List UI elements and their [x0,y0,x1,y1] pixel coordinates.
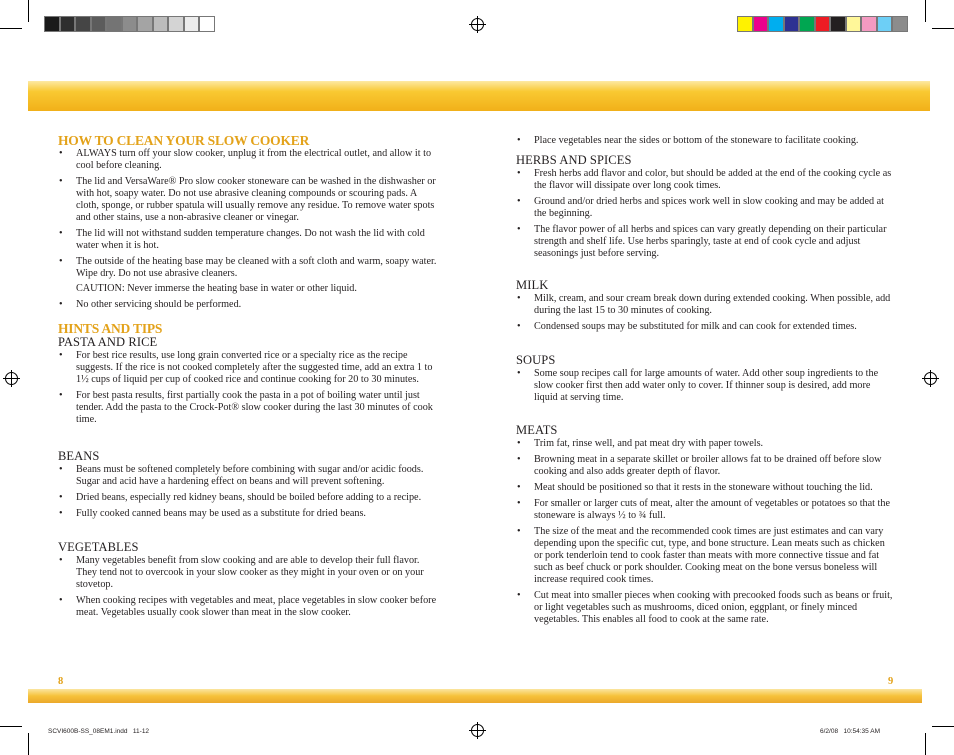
page-number-left: 8 [58,676,64,687]
color-swatch [815,16,831,32]
list-item: • When cooking recipes with vegetables and meat, place vegetables in slow cooker before meat. Vegetables usually cook slower than meat in the slow cooker. [58,595,440,619]
color-swatch [153,16,169,32]
subsection-title-vegetables: VEGETABLES [58,540,139,554]
color-swatch [784,16,800,32]
crop-mark [28,0,29,22]
herbs-list [516,168,894,260]
color-swatch [168,16,184,32]
list-item: • For smaller or larger cuts of meat, alter the amount of vegetables or potatoes so that the stoneware is always ½ to ¾ full. [516,498,894,522]
section-title-hints: HINTS AND TIPS [58,321,163,336]
crop-mark [28,733,29,755]
subsection-title-milk: MILK [516,278,549,292]
crop-mark [925,0,926,22]
beans-list [58,464,440,520]
grayscale-bar [44,16,215,32]
caution-note: CAUTION: Never immerse the heating base in water or other liquid. [76,283,357,294]
subsection-title-meats: MEATS [516,423,558,437]
color-swatch [199,16,215,32]
crop-mark [0,28,22,29]
subsection-title-soups: SOUPS [516,353,556,367]
list-item: • The lid and VersaWare® Pro slow cooker stoneware can be washed in the dishwasher or with hot, soapy water. Do not use abrasive cleaning compounds or scouring pads. A cloth, sponge, or rubber spatula will usually remove any residue. To remove water spots and other stains, use a non-abrasive cleaner or vinegar. [58,176,440,224]
section-title-clean: HOW TO CLEAN YOUR SLOW COOKER [58,133,310,148]
color-swatch [137,16,153,32]
subsection-title-pasta: PASTA AND RICE [58,335,158,349]
list-item: • Trim fat, rinse well, and pat meat dry with paper towels. [516,438,894,450]
crop-mark [925,733,926,755]
file-slug: SCVI600B-SS_08EM1.indd 11-12 [48,728,150,735]
left-page [58,135,440,623]
color-swatch [44,16,60,32]
color-swatch [184,16,200,32]
color-swatch [75,16,91,32]
footer-band [28,689,922,703]
list-item: • Ground and/or dried herbs and spices work well in slow cooking and may be added at the beginning. [516,196,894,220]
list-item: • The flavor power of all herbs and spices can vary greatly depending on their particular strength and shelf life. Use herbs sparingly, taste at end of cook cycle and adjust seasonings just before serving. [516,224,894,260]
color-swatch [846,16,862,32]
list-item: • Cut meat into smaller pieces when cooking with precooked foods such as beans or fruit, or light vegetables such as mushrooms, diced onion, eggplant, or finely minced vegetables. This enables all food to cook at the same rate. [516,590,894,626]
milk-list [516,293,894,333]
list-item: • Many vegetables benefit from slow cooking and are able to develop their full flavor. They tend not to overcook in your slow cooker as they might in your oven or on your stovetop. [58,555,440,591]
color-swatch [91,16,107,32]
color-swatch [737,16,753,32]
crop-mark [932,28,954,29]
clean-list-tail [58,299,440,311]
list-item: • Fresh herbs add flavor and color, but should be added at the end of the cooking cycle as the flavor will dissipate over long cook times. [516,168,894,192]
subsection-title-beans: BEANS [58,449,100,463]
clean-list [58,148,440,280]
color-swatch [877,16,893,32]
registration-mark-icon [471,724,484,737]
registration-mark-icon [5,372,18,385]
color-swatch [106,16,122,32]
registration-mark-icon [471,18,484,31]
color-swatch [60,16,76,32]
crop-mark [932,726,954,727]
list-item: • Beans must be softened completely before combining with sugar and/or acidic foods. Sugar and acid have a hardening effect on beans and will prevent softening. [58,464,440,488]
color-swatch [799,16,815,32]
list-item: • No other servicing should be performed. [58,299,440,311]
color-swatch [892,16,908,32]
registration-mark-icon [924,372,937,385]
color-swatch [830,16,846,32]
color-swatch [753,16,769,32]
date-slug: 6/2/08 10:54:35 AM [820,728,880,735]
pasta-list [58,350,440,426]
list-item: • Condensed soups may be substituted for milk and can cook for extended times. [516,321,894,333]
list-item: • Place vegetables near the sides or bottom of the stoneware to facilitate cooking. [516,135,894,147]
list-item: • ALWAYS turn off your slow cooker, unplug it from the electrical outlet, and allow it to cool before cleaning. [58,148,440,172]
list-item: • Fully cooked canned beans may be used as a substitute for dried beans. [58,508,440,520]
color-swatch [768,16,784,32]
list-item: • The size of the meat and the recommended cook times are just estimates and can vary depending upon the specific cut, type, and bone structure. Lean meats such as chicken or pork tenderloin tend to cook faster than meats with more connective tissue and fat such as beef chuck or pork shoulder. Cooking meat on the bone versus boneless will increase required cook times. [516,526,894,586]
page-number-right: 9 [888,676,894,687]
list-item: • For best rice results, use long grain converted rice or a specialty rice as the recipe suggests. If the rice is not cooked completely after the suggested time, add an extra 1 to 1½ cups of liquid per cup of cooked rice and continue cooking for 20 to 30 minutes. [58,350,440,386]
color-swatch [861,16,877,32]
vegetables-list-cont [516,135,894,147]
vegetables-list [58,555,440,619]
list-item: • Dried beans, especially red kidney beans, should be boiled before adding to a recipe. [58,492,440,504]
right-page [516,135,894,630]
color-swatch [122,16,138,32]
header-band [28,81,930,111]
soups-list [516,368,894,404]
subsection-title-herbs: HERBS AND SPICES [516,153,632,167]
list-item: • Some soup recipes call for large amounts of water. Add other soup ingredients to the slow cooker first then add water only to cover. If thinner soup is desired, add more liquid at serving time. [516,368,894,404]
crop-mark [0,726,22,727]
list-item: • Browning meat in a separate skillet or broiler allows fat to be drained off before slow cooking and also adds greater depth of flavor. [516,454,894,478]
list-item: • For best pasta results, first partially cook the pasta in a pot of boiling water until just tender. Add the pasta to the Crock-Pot® slow cooker during the last 30 minutes of cook time. [58,390,440,426]
color-bar [737,16,908,32]
list-item: • Meat should be positioned so that it rests in the stoneware without touching the lid. [516,482,894,494]
list-item: • Milk, cream, and sour cream break down during extended cooking. When possible, add during the last 15 to 30 minutes of cooking. [516,293,894,317]
meats-list [516,438,894,626]
list-item: • The lid will not withstand sudden temperature changes. Do not wash the lid with cold water when it is hot. [58,228,440,252]
list-item: • The outside of the heating base may be cleaned with a soft cloth and warm, soapy water. Wipe dry. Do not use abrasive cleaners. [58,256,440,280]
